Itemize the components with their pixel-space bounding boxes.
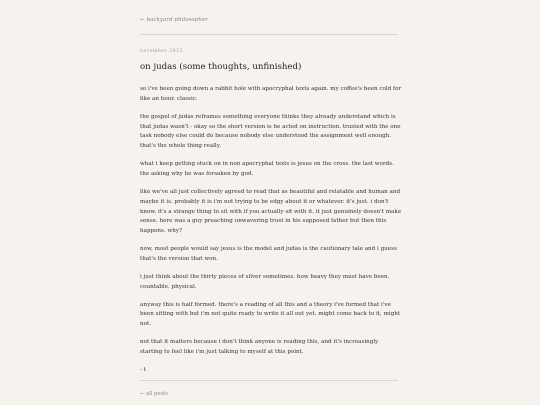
paragraph: anyway this is half formed. there's a reading of all this and a theory i've formed that i've been sitting with but i'm not quite ready to write it all out yet. might come back to it, might not.: [140, 301, 401, 328]
paragraph: like we've all just collectively agreed to read that as beautiful and relatable and human and maybe it is. probably it is i'm not trying to be edgy about it or whatever. it's just. i don't know. it's a strange thing to sit with if you actually sit with it. it just genuinely doesn't make sense. here was a guy preaching unwavering trust in his supposed father but then this happens. why?: [140, 188, 402, 235]
footer-divider: [140, 380, 398, 381]
paragraph: the gospel of judas reframes something everyone thinks they already understand which is that judas wasn't - okay so the short version is he acted on instruction. trusted with the one task nobody else could do because nobody else understood the assignment well enough. that's the whole thing really.: [140, 113, 401, 150]
back-link[interactable]: ← backyard philosopher: [140, 17, 208, 23]
post-date: november 2023: [140, 49, 183, 54]
paragraph: what i keep getting stuck on in non apocryphal texts is jesus on the cross. the last words. the asking why he was forsaken by god.: [140, 161, 394, 177]
header-divider: [140, 34, 398, 35]
all-posts-link[interactable]: ← all posts: [140, 391, 168, 397]
post-body: [140, 85, 402, 384]
paragraph: so i've been going down a rabbit hole with apocryphal texts again. my coffee's been cold for like an hour. classic.: [140, 86, 402, 102]
post-title: on judas (some thoughts, unfinished): [140, 62, 302, 72]
paragraph: i just think about the thirty pieces of silver sometimes. how heavy they must have been. countable. physical.: [140, 273, 390, 290]
signature: - t: [140, 367, 146, 374]
paragraph: now, most people would say jesus is the model and judas is the cautionary tale and i guess that's the version that won.: [140, 246, 397, 262]
paragraph: not that it matters because i don't think anyone is reading this, and it's increasingly starting to feel like i'm just talking to myself at this point.: [140, 339, 379, 356]
